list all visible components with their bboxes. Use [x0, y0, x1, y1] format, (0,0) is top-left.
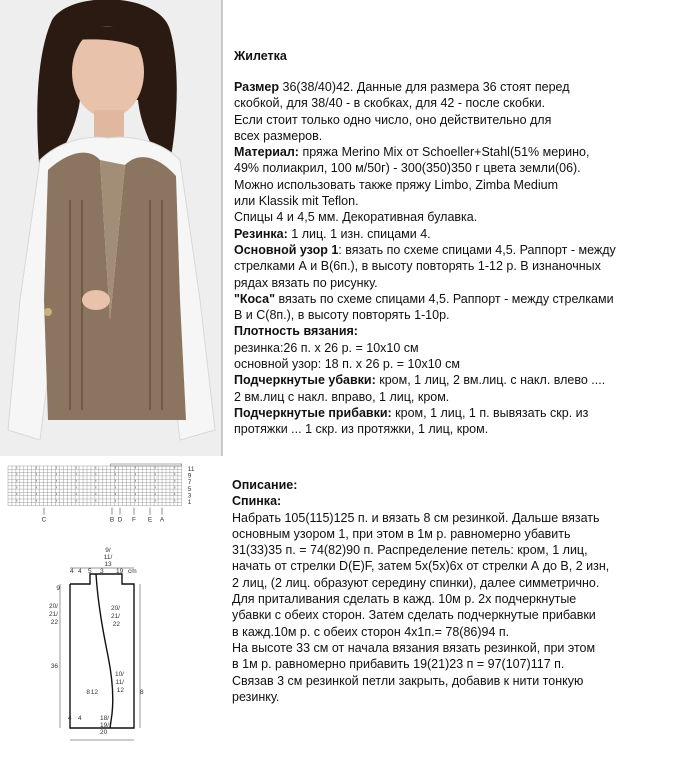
dim-label-neck: 11/ [103, 554, 113, 561]
dim-label: 8 [140, 689, 144, 696]
bold-label: Материал: [234, 145, 299, 160]
bold-label: Основной узор 1 [234, 242, 339, 257]
text-segment: 36(38/40)42. Данные для размера 36 стоят перед [279, 80, 570, 94]
text-segment: Можно использовать также пряжу Limbo, Zimba Medium [234, 177, 558, 192]
row-number: 3 [187, 492, 192, 500]
text-line [234, 177, 616, 193]
dim-label-shoulder: 19 [116, 568, 124, 575]
text-line [234, 144, 616, 160]
text-segment: в кажд.10м р. с обеих сторон 4х1п.= 78(86)94 п. [232, 624, 510, 639]
dim-label-bottom: 19/ [100, 722, 110, 729]
text-line [234, 356, 616, 372]
dim-label-shoulder: 3 [100, 568, 104, 575]
dim-label: 20/ [110, 605, 120, 612]
text-segment: 31(33)35 п. = 74(82)90 п. Распределение петель: кром, 1 лиц, [232, 543, 588, 558]
text-segment: стрелками А и В(6п.), в высоту повторять 1-12 р. В изнаночных [234, 259, 601, 274]
text-segment: протяжки ... 1 скр. из протяжки, 1 лиц, кром. [234, 422, 489, 437]
text-segment: пряжа Merino Mix от Schoeller+Stahl(51% мерино, [298, 145, 590, 160]
text-line [234, 372, 616, 388]
dim-label-shoulder: cm [128, 568, 137, 575]
text-segment: скобкой, для 38/40 - в скобках, для 42 - после скобки. [234, 96, 546, 111]
dim-label-neck: 13 [104, 561, 112, 568]
text-segment: начать от стрелки D(E)F, затем 5х(5х)6х от стрелки А до В, 2 изн, [232, 559, 610, 574]
text-segment: : вязать по схеме спицами 4,5. Раппорт - между [338, 242, 616, 257]
bold-label: "Коса" [234, 291, 276, 306]
model-photo [0, 0, 222, 456]
dim-label: 22 [50, 619, 58, 626]
text-line [234, 405, 616, 421]
arrow-label: E [147, 516, 153, 524]
dim-label: 36 [50, 663, 58, 670]
text-line [232, 624, 609, 640]
text-segment: 1 лиц. 1 изн. спицами 4. [287, 226, 431, 241]
text-line [234, 95, 616, 111]
text-line [232, 493, 609, 509]
bold-label: Описание: [232, 478, 298, 492]
back-outline [70, 574, 134, 728]
dim-label: 9 [56, 585, 60, 592]
dim-label: 12 [90, 689, 98, 696]
row-number: 11 [187, 466, 195, 473]
arrow-label: F [132, 516, 136, 524]
text-line [234, 242, 616, 258]
text-line [232, 640, 609, 656]
row-number: 1 [187, 499, 192, 506]
text-segment: рядах вязать по рисунку. [234, 275, 378, 290]
materials-section [234, 79, 616, 438]
text-line [234, 258, 616, 274]
bold-label: Подчеркнутые убавки: [234, 373, 376, 388]
text-line [234, 307, 616, 323]
text-segment: 2 вм.лиц с накл. вправо, 1 лиц, кром. [234, 389, 450, 404]
dim-label-shoulder: 4 [70, 568, 74, 575]
text-line [232, 591, 609, 607]
bold-label: Спинка: [232, 494, 282, 509]
front-outline [96, 574, 113, 728]
text-line [234, 128, 616, 144]
text-segment: Набрать 105(115)125 п. и вязать 8 см резинкой. Дальше вязать [232, 510, 600, 525]
text-line [234, 275, 616, 291]
arrow-label: B [109, 516, 115, 524]
bold-label: Размер [234, 80, 280, 94]
text-line [232, 558, 609, 574]
text-line [234, 209, 616, 225]
text-line [234, 389, 616, 405]
description-section [232, 477, 609, 705]
text-line [232, 656, 609, 672]
text-segment: Связав 3 см резинкой петли закрыть, добавив к нити тонкую [232, 673, 584, 688]
text-line [232, 510, 609, 526]
text-segment: 2 лиц, (2 лиц. образуют середину спинки), далее симметрично. [232, 575, 600, 590]
text-line [232, 575, 609, 591]
text-line [234, 79, 616, 95]
dim-label-neck: 9/ [105, 547, 111, 554]
text-line [232, 689, 609, 705]
text-segment: основным узором 1, при этом в 1м р. равномерно убавить [232, 526, 571, 541]
dim-label: 8 [86, 689, 90, 696]
row-number: 9 [187, 472, 192, 480]
text-line [232, 542, 609, 558]
text-segment: резинку. [232, 689, 280, 704]
arrow-label: C [41, 516, 47, 524]
text-segment: Если стоит только одно число, оно действительно для [234, 112, 552, 127]
text-line [234, 421, 616, 437]
dim-label: 11/ [115, 679, 124, 686]
dim-label: 22 [112, 621, 120, 628]
text-line [232, 673, 609, 689]
dim-label-bottom: 20 [100, 729, 108, 736]
text-segment: Для приталивания сделать в кажд. 10м р. 2х подчеркнутые [232, 592, 577, 607]
dim-label-bottom: 4 [68, 715, 72, 722]
text-line [234, 340, 616, 356]
dim-label: 12 [116, 687, 124, 694]
dim-label: 20/ [48, 603, 58, 610]
text-line [234, 226, 616, 242]
row-number: 5 [187, 485, 192, 493]
text-segment: На высоте 33 см от начала вязания вязать резинкой, при этом [232, 640, 596, 655]
text-segment: убавки с обеих сторон. Затем сделать подчеркнутые прибавки [232, 608, 596, 623]
dim-label-shoulder: 5 [88, 568, 92, 575]
dim-label: 10/ [114, 671, 124, 678]
text-line [234, 193, 616, 209]
bold-label: Резинка: [234, 226, 288, 241]
text-line [234, 323, 616, 339]
text-line [232, 607, 609, 623]
text-line [232, 526, 609, 542]
text-segment: основной узор: 18 п. х 26 р. = 10х10 см [234, 357, 460, 372]
text-segment: или Klassik mit Teflon. [234, 194, 359, 209]
dim-label: 21/ [48, 611, 58, 618]
model-illustration [0, 0, 222, 456]
dim-label-bottom: 4 [78, 715, 82, 722]
photo-divider [221, 0, 223, 456]
dim-label: 21/ [110, 613, 120, 620]
text-segment: В и С(8п.), в высоту повторять 1-10р. [234, 308, 450, 323]
text-line [234, 160, 616, 176]
bold-label: Подчеркнутые прибавки: [234, 405, 392, 420]
text-segment: Спицы 4 и 4,5 мм. Декоративная булавка. [234, 210, 478, 225]
row-number: 7 [187, 479, 192, 487]
knitting-chart-and-schematic [0, 456, 230, 754]
text-line [232, 477, 609, 493]
grid-step [111, 464, 182, 466]
text-segment: 49% полиакрил, 100 м/50г) - 300(350)350 г цвета земли(06). [234, 161, 581, 176]
shoulder-outline [70, 574, 96, 584]
text-segment: всех размеров. [234, 128, 323, 143]
text-segment: резинка:26 п. х 26 р. = 10х10 см [234, 340, 419, 355]
text-segment: вязать по схеме спицами 4,5. Раппорт - между стрелками [275, 291, 614, 306]
text-segment: в 1м р. равномерно прибавить 19(21)23 п = 97(107)117 п. [232, 657, 565, 672]
document-title: Жилетка [234, 49, 287, 63]
arrow-label: A [159, 516, 165, 524]
text-line [234, 291, 616, 307]
text-segment: кром, 1 лиц, 1 п. вывязать скр. из [391, 405, 589, 420]
dim-label-bottom: 18/ [100, 715, 110, 722]
dim-label-shoulder: 4 [78, 568, 82, 575]
text-line [234, 112, 616, 128]
arrow-label: D [117, 516, 123, 524]
text-segment: кром, 1 лиц, 2 вм.лиц. с накл. влево .... [375, 373, 606, 388]
chart-svg [0, 456, 230, 754]
bold-label: Плотность вязания: [234, 324, 358, 339]
